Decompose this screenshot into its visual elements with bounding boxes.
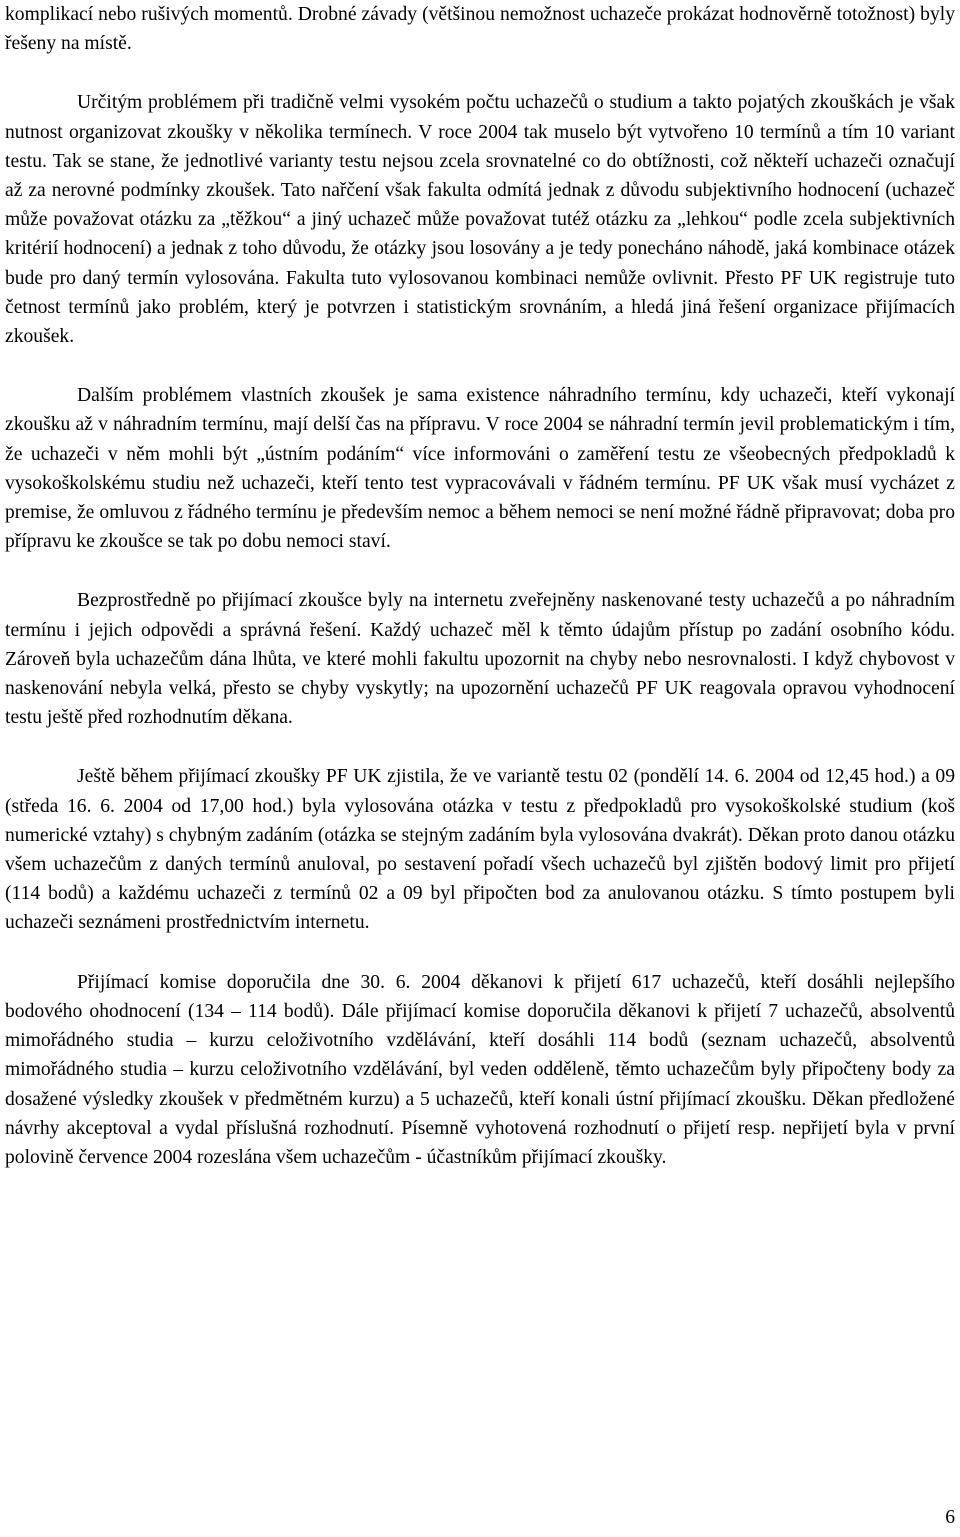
- paragraph-substitute-term: Dalším problémem vlastních zkoušek je sama existence náhradního termínu, kdy uchazeči, kteří vykonají zkoušku až v náhradním termínu, mají delší čas na přípravu. V roce 2004 se náhradní termín jevil problematickým i tím, že uchazeči v něm mohli být „ústním podáním“ více informováni o zaměření testu ze všeobecných předpokladů k vysokoškolskému studiu než uchazeči, kteří tento test vypracovávali v řádném termínu. PF UK však musí vycházet z premise, že omluvou z řádného termínu je především nemoc a během nemoci se není možné řádně připravovat; doba pro přípravu ke zkoušce se tak po dobu nemoci staví.: [5, 385, 955, 553]
- paragraph-continuation: komplikací nebo rušivých momentů. Drobné závady (většinou nemožnost uchazeče prokázat hodnověrně totožnost) byly řešeny na místě.: [5, 4, 955, 55]
- paragraph-annulled-question: Ještě během přijímací zkoušky PF UK zjistila, že ve variantě testu 02 (pondělí 14. 6. 2004 od 12,45 hod.) a 09 (středa 16. 6. 2004 od 17,00 hod.) byla vylosována otázka v testu z předpokladů pro vysokoškolské studium (koš numerické vztahy) s chybným zadáním (otázka se stejným zadáním byla vylosována dvakrát). Děkan proto danou otázku všem uchazečům z daných termínů anuloval, po sestavení pořadí všech uchazečů byl zjištěn bodový limit pro přijetí (114 bodů) a každému uchazeči z termínů 02 a 09 byl připočten bod za anulovanou otázku. S tímto postupem byli uchazeči seznámeni prostřednictvím internetu.: [5, 766, 955, 934]
- document-page: [5, 0, 955, 1172]
- page-number: 6: [945, 1507, 955, 1528]
- paragraph-exam-terms: Určitým problémem při tradičně velmi vysokém počtu uchazečů o studium a takto pojatých zkouškách je však nutnost organizovat zkoušky v několika termínech. V roce 2004 tak muselo být vytvořeno 10 termínů a tím 10 variant testu. Tak se stane, že jednotlivé varianty testu nejsou zcela srovnatelné co do obtížnosti, což někteří uchazeči označují až za nerovné podmínky zkoušek. Tato nařčení však fakulta odmítá jednak z důvodu subjektivního hodnocení (uchazeč může považovat otázku za „těžkou“ a jiný uchazeč může považovat tutéž otázku za „lehkou“ podle zcela subjektivních kritérií hodnocení) a jednak z toho důvodu, že otázky jsou losovány a je tedy ponecháno náhodě, jaká kombinace otázek bude pro daný termín vylosována. Fakulta tuto vylosovanou kombinaci nemůže ovlivnit. Přesto PF UK registruje tuto četnost termínů jako problém, který je potvrzen i statistickým srovnáním, a hledá jiná řešení organizace přijímacích zkoušek.: [5, 92, 955, 348]
- paragraph-admission-decision: Přijímací komise doporučila dne 30. 6. 2004 děkanovi k přijetí 617 uchazečů, kteří dosáhli nejlepšího bodového ohodnocení (134 – 114 bodů). Dále přijímací komise doporučila děkanovi k přijetí 7 uchazečů, absolventů mimořádného studia – kurzu celoživotního vzdělávání, kteří dosáhli 114 bodů (seznam uchazečů, absolventů mimořádného studia – kurzu celoživotního vzdělávání, byl veden odděleně, těmto uchazečům byly připočteny body za dosažené výsledky zkoušek v předmětném kurzu) a 5 uchazečů, kteří konali ústní přijímací zkoušku. Děkan předložené návrhy akceptoval a vydal příslušná rozhodnutí. Písemně vyhotovená rozhodnutí o přijetí resp. nepřijetí byla v první polovině července 2004 rozeslána všem uchazečům - účastníkům přijímací zkoušky.: [5, 971, 955, 1168]
- paragraph-published-tests: Bezprostředně po přijímací zkoušce byly na internetu zveřejněny naskenované testy uchazečů a po náhradním termínu i jejich odpovědi a správná řešení. Každý uchazeč měl k těmto údajům přístup po zadání osobního kódu. Zároveň byla uchazečům dána lhůta, ve které mohli fakultu upozornit na chyby nebo nesrovnalosti. I když chybovost v naskenování nebyla velká, přesto se chyby vyskytly; na upozornění uchazečů PF UK reagovala opravou vyhodnocení testu ještě před rozhodnutím děkana.: [5, 590, 955, 729]
